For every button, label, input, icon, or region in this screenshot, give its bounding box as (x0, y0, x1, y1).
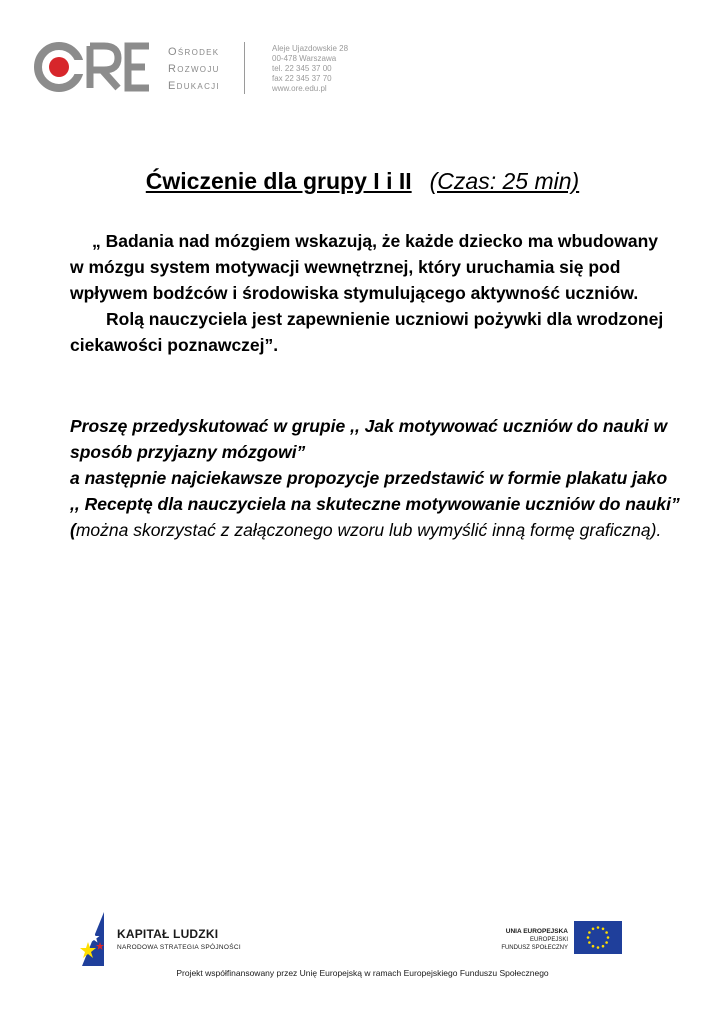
institution-line: Edukacji (168, 80, 220, 92)
task-line-3-bold: ,, Receptę dla nauczyciela na skuteczne motywowanie uczniów do nauki” ( (70, 494, 680, 540)
quote-paragraph-1: „ Badania nad mózgiem wskazują, że każde dziecko ma wbudowany w mózgu system motywacji wewnętrznej, który uruchamia się pod wpływem bodźców i środowiska stymulującego aktywność uczniów. (70, 231, 658, 303)
footer-note: Projekt współfinansowany przez Unię Europejską w ramach Europejskiego Funduszu Społecznego (176, 968, 549, 978)
kapital-ludzki-title: KAPITAŁ LUDZKI (117, 927, 219, 941)
quote-block (70, 228, 670, 358)
header-divider (244, 42, 245, 94)
institution-line: Rozwoju (168, 63, 220, 75)
address-line: 00-478 Warszawa (272, 54, 337, 63)
website-link[interactable]: www.ore.edu.pl (272, 84, 327, 93)
eu-line-2: EUROPEJSKI (529, 937, 568, 943)
eu-text (490, 927, 568, 952)
task-line-3-normal: można skorzystać z załączonego wzoru lub wymyślić inną formę graficzną). (75, 520, 662, 540)
institution-name (168, 44, 220, 95)
eu-line-3: FUNDUSZ SPOŁECZNY (501, 945, 568, 951)
quote-paragraph-2: Rolą nauczyciela jest zapewnienie uczniowi pożywki dla wrodzonej ciekawości poznawczej”. (70, 309, 664, 355)
address-line: Aleje Ujazdowskie 28 (272, 44, 349, 53)
institution-line: Ośrodek (168, 46, 220, 58)
ore-logo (32, 40, 152, 94)
eu-flag-icon (574, 921, 622, 954)
task-block (70, 413, 680, 543)
title-main: Ćwiczenie dla grupy I i II (145, 168, 412, 194)
page-title (0, 165, 725, 197)
eu-line-1: UNIA EUROPEJSKA (505, 928, 568, 935)
task-line-3 (70, 491, 680, 543)
fax-line: fax 22 345 37 70 (272, 74, 332, 83)
title-time: (Czas: 25 min) (429, 168, 580, 194)
kapital-ludzki-subtitle: NARODOWA STRATEGIA SPÓJNOŚCI (117, 944, 241, 951)
address-block (272, 44, 348, 94)
phone-line: tel. 22 345 37 00 (272, 64, 332, 73)
ore-logo-text: ORE (90, 78, 94, 79)
header (32, 40, 432, 100)
task-line-2: a następnie najciekawsze propozycje przedstawić w formie plakatu jako (70, 468, 668, 488)
task-line-1: Proszę przedyskutować w grupie ,, Jak motywować uczniów do nauki w sposób przyjazny mózgowi” (70, 416, 668, 462)
